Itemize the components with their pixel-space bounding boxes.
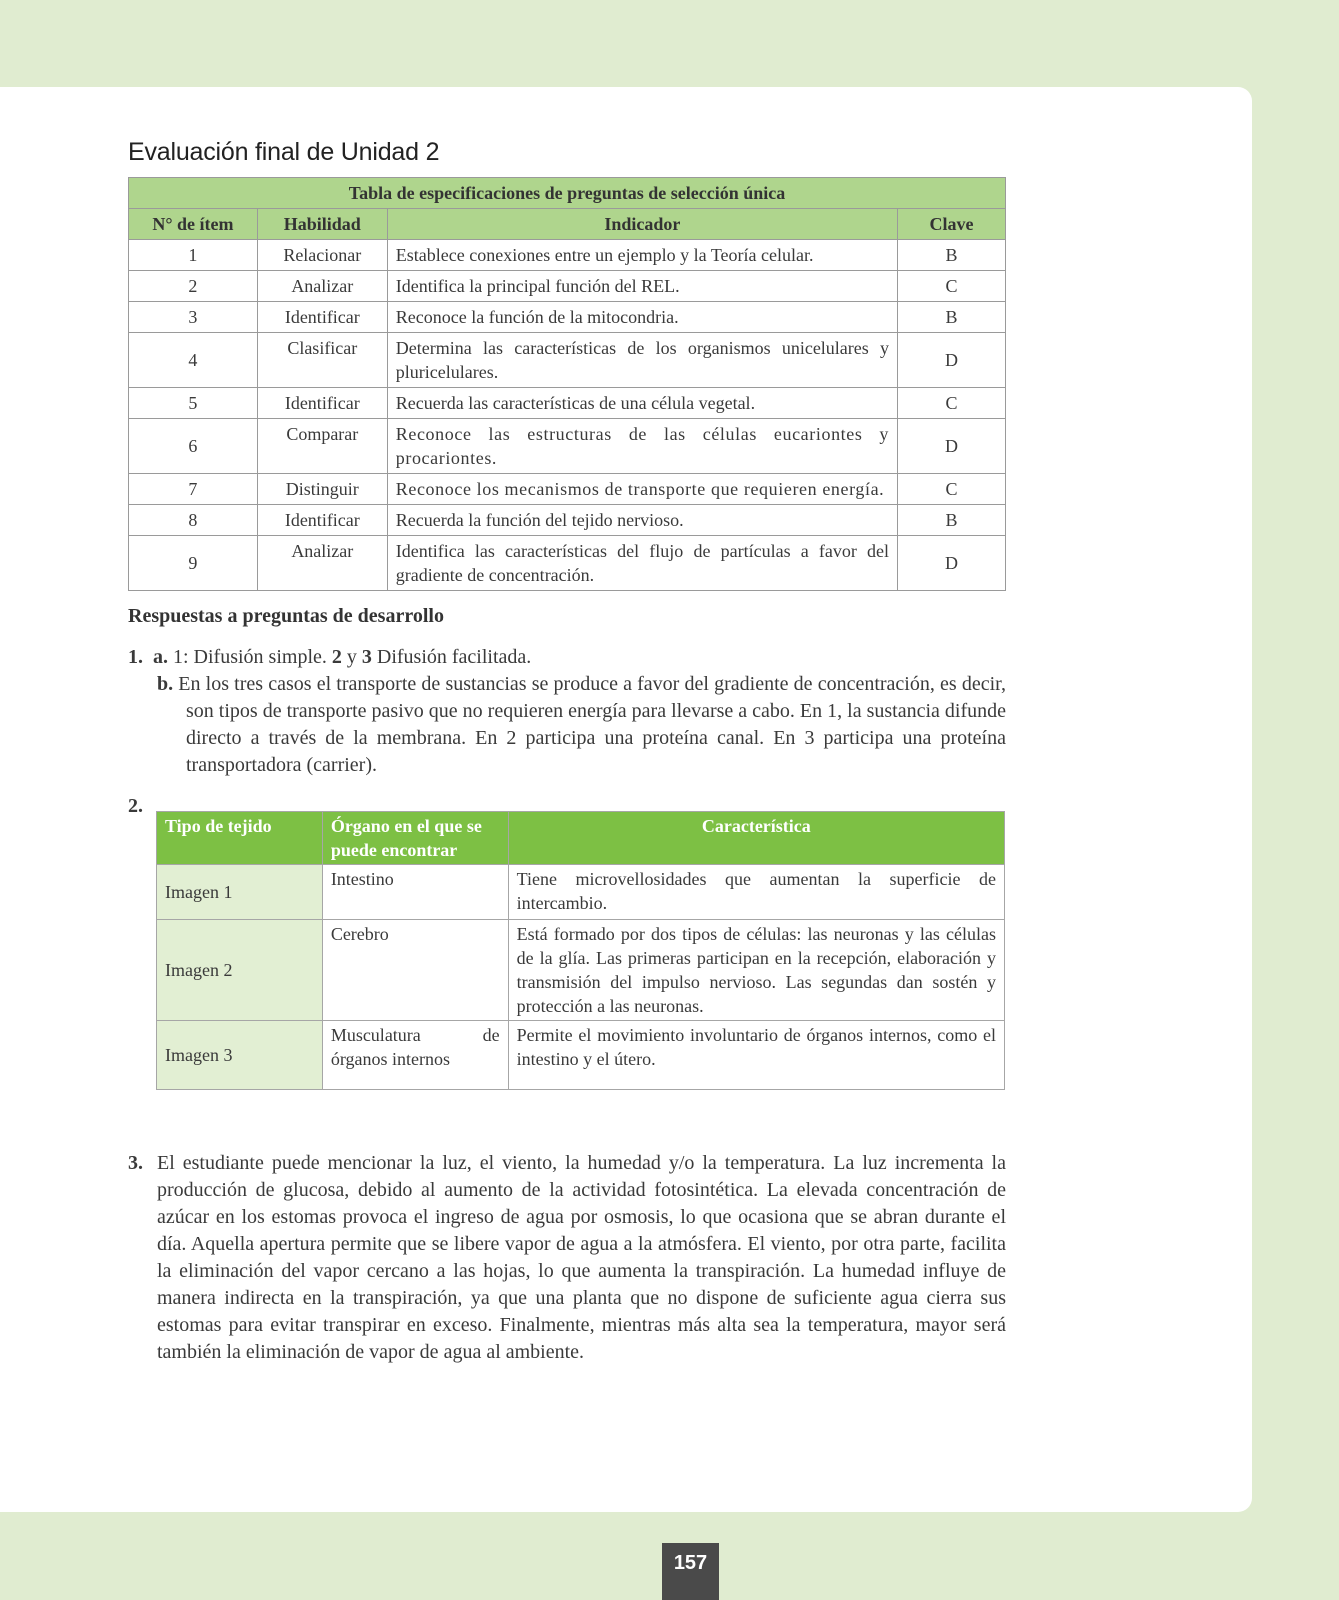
indicator: Identifica las características del flujo de partículas a favor del gradiente de concentración.	[387, 536, 897, 591]
column-header-indicator: Indicador	[387, 209, 897, 240]
answer-key: C	[898, 474, 1006, 505]
skill: Identificar	[257, 388, 387, 419]
skill: Identificar	[257, 505, 387, 536]
organ: Cerebro	[322, 920, 508, 1021]
answer-text: Difusión facilitada.	[376, 646, 532, 668]
feature: Tiene microvellosidades que aumentan la superficie de intercambio.	[508, 865, 1004, 920]
question-number: 2.	[128, 795, 143, 817]
organ: Musculatura de órganos internos	[322, 1021, 508, 1090]
item-number: 7	[129, 474, 258, 505]
tissue-type: Imagen 3	[157, 1021, 323, 1090]
section-heading-development: Respuestas a preguntas de desarrollo	[128, 605, 444, 627]
question-list	[128, 644, 1006, 1366]
item-number: 1	[129, 240, 258, 271]
table-row	[129, 388, 1006, 419]
indicator: Recuerda la función del tejido nervioso.	[387, 505, 897, 536]
item-number: 3	[129, 302, 258, 333]
page-number: 157	[662, 1543, 719, 1600]
tissue-table	[156, 811, 1005, 1090]
table-row	[157, 920, 1005, 1021]
table-row	[129, 474, 1006, 505]
table-row	[129, 333, 1006, 388]
table-row	[157, 865, 1005, 920]
question-number: 3.	[128, 1152, 143, 1174]
table-row	[129, 419, 1006, 474]
specifications-table	[128, 177, 1006, 591]
answer-3	[128, 1150, 1006, 1366]
answer-text: 1: Difusión simple.	[173, 646, 327, 668]
indicator: Determina las características de los organismos unicelulares y pluricelulares.	[387, 333, 897, 388]
answer-key: D	[898, 419, 1006, 474]
skill: Comparar	[257, 419, 387, 474]
skill: Analizar	[257, 536, 387, 591]
skill: Analizar	[257, 271, 387, 302]
indicator: Reconoce la función de la mitocondria.	[387, 302, 897, 333]
answer-key: D	[898, 333, 1006, 388]
sub-item-label: b.	[157, 673, 174, 695]
column-header-organ: Órgano en el que se puede encontrar	[322, 812, 508, 865]
answer-key: B	[898, 302, 1006, 333]
indicator: Identifica la principal función del REL.	[387, 271, 897, 302]
answer-key: B	[898, 505, 1006, 536]
answer-1a	[128, 644, 1006, 671]
question-number: 1.	[128, 646, 143, 668]
item-number: 2	[129, 271, 258, 302]
answer-key: B	[898, 240, 1006, 271]
column-header-feature: Característica	[508, 812, 1004, 865]
feature: Está formado por dos tipos de células: las neuronas y las células de la glía. Las primeras participan en la recepción, elaboración y transmisión del impulso nervioso. Las segundas dan sostén y protección a las neuronas.	[508, 920, 1004, 1021]
column-header-item-number: N° de ítem	[129, 209, 258, 240]
skill: Clasificar	[257, 333, 387, 388]
page-title: Evaluación final de Unidad 2	[128, 138, 440, 166]
skill: Distinguir	[257, 474, 387, 505]
skill: Identificar	[257, 302, 387, 333]
column-header-tissue-type: Tipo de tejido	[157, 812, 323, 865]
organ: Intestino	[322, 865, 508, 920]
item-number: 6	[129, 419, 258, 474]
tissue-table-header-row	[157, 812, 1005, 865]
indicator: Recuerda las características de una célula vegetal.	[387, 388, 897, 419]
answer-bold-number: 3	[361, 646, 372, 668]
skill: Relacionar	[257, 240, 387, 271]
spec-table-caption: Tabla de especificaciones de preguntas de selección única	[129, 178, 1006, 209]
item-number: 9	[129, 536, 258, 591]
feature: Permite el movimiento involuntario de órganos internos, como el intestino y el útero.	[508, 1021, 1004, 1090]
indicator: Establece conexiones entre un ejemplo y la Teoría celular.	[387, 240, 897, 271]
table-row	[129, 240, 1006, 271]
table-row	[129, 505, 1006, 536]
table-row	[157, 1021, 1005, 1090]
table-row	[129, 302, 1006, 333]
table-row	[129, 271, 1006, 302]
answer-key: D	[898, 536, 1006, 591]
item-number: 8	[129, 505, 258, 536]
indicator: Reconoce las estructuras de las células eucariontes y procariontes.	[387, 419, 897, 474]
answer-1b	[128, 671, 1006, 779]
answer-bold-number: 2	[331, 646, 342, 668]
spec-table-header-row	[129, 209, 1006, 240]
column-header-key: Clave	[898, 209, 1006, 240]
answer-text: En los tres casos el transporte de sustancias se produce a favor del gradiente de concentración, es decir, son tipos de transporte pasivo que no requieren energía para llevarse a cabo. En 1, la sustancia difunde directo a través de la membrana. En 2 participa una proteína canal. En 3 participa una proteína transportadora (carrier).	[178, 673, 1007, 776]
answer-text: El estudiante puede mencionar la luz, el viento, la humedad y/o la temperatura. La luz incrementa la producción de glucosa, debido al aumento de la actividad fotosintética. La elevada concentración de azúcar en los estomas provoca el ingreso de agua por osmosis, lo que ocasiona que se abran durante el día. Aquella apertura permite que se libere vapor de agua a la atmósfera. El viento, por otra parte, facilita la eliminación del vapor cercano a las hojas, lo que aumenta la transpiración. La humedad influye de manera indirecta en la transpiración, ya que una planta que no dispone de suficiente agua cierra sus estomas para evitar transpirar en exceso. Finalmente, mientras más alta sea la temperatura, mayor será también la eliminación de vapor de agua al ambiente.	[157, 1152, 1006, 1363]
answer-key: C	[898, 388, 1006, 419]
column-header-skill: Habilidad	[257, 209, 387, 240]
table-row	[129, 536, 1006, 591]
item-number: 4	[129, 333, 258, 388]
answer-text: y	[346, 646, 357, 668]
page-content	[128, 138, 1006, 1366]
tissue-type: Imagen 1	[157, 865, 323, 920]
indicator: Reconoce los mecanismos de transporte que requieren energía.	[387, 474, 897, 505]
item-number: 5	[129, 388, 258, 419]
answer-key: C	[898, 271, 1006, 302]
sub-item-label: a.	[153, 646, 168, 668]
tissue-type: Imagen 2	[157, 920, 323, 1021]
